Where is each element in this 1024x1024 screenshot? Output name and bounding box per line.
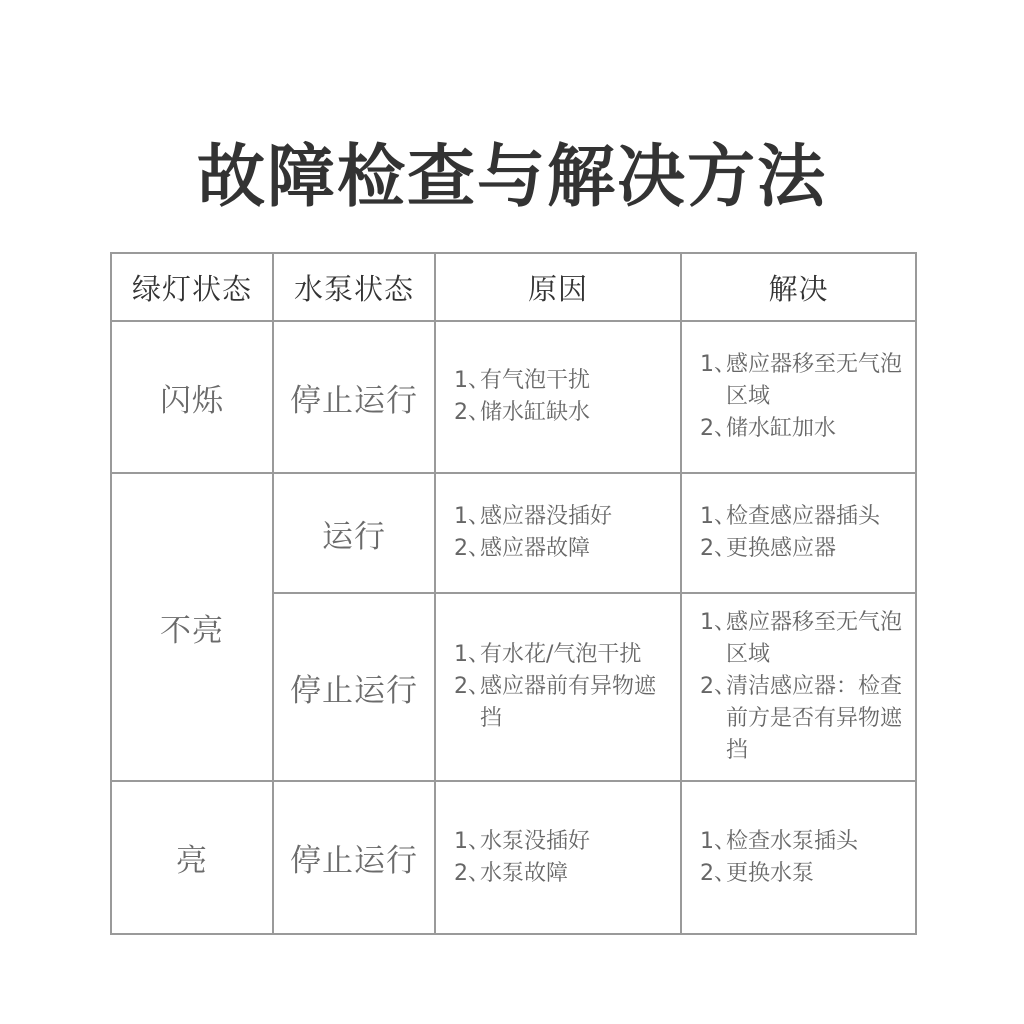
pump-state: 停止运行 <box>273 321 435 473</box>
cause-cell <box>435 781 681 934</box>
pump-state: 停止运行 <box>273 593 435 781</box>
pump-state: 停止运行 <box>273 781 435 934</box>
solution-item: 1、检查水泵插头 <box>700 828 859 854</box>
header-solution: 解决 <box>681 253 916 321</box>
cause-item: 1、有水花/气泡干扰 <box>454 642 642 667</box>
green-light-state: 闪烁 <box>111 321 273 473</box>
solution-cell <box>681 321 916 473</box>
header-pump-state: 水泵状态 <box>273 253 435 321</box>
solution-item: 2、清洁感应器：检查前方是否有异物遮挡 <box>700 674 903 763</box>
solution-item: 1、感应器移至无气泡区域 <box>700 352 903 409</box>
green-light-state: 不亮 <box>111 473 273 781</box>
solution-cell <box>681 473 916 593</box>
solution-item: 1、检查感应器插头 <box>700 504 881 529</box>
solution-item: 2、更换感应器 <box>700 536 837 561</box>
table-header-row <box>111 253 916 321</box>
header-cause: 原因 <box>435 253 681 321</box>
solution-cell <box>681 593 916 781</box>
table-row <box>111 781 916 934</box>
cause-item: 2、水泵故障 <box>454 860 569 886</box>
cause-item: 2、储水缸缺水 <box>454 400 591 425</box>
cause-cell <box>435 473 681 593</box>
header-green-light: 绿灯状态 <box>111 253 273 321</box>
troubleshooting-table <box>110 252 917 935</box>
cause-item: 1、有气泡干扰 <box>454 368 591 393</box>
cause-item: 1、感应器没插好 <box>454 504 613 529</box>
cause-item: 1、水泵没插好 <box>454 828 591 854</box>
cause-cell <box>435 321 681 473</box>
solution-cell <box>681 781 916 934</box>
cause-item: 2、感应器故障 <box>454 536 591 561</box>
solution-item: 1、感应器移至无气泡区域 <box>700 610 903 667</box>
table-row <box>111 473 916 593</box>
green-light-state: 亮 <box>111 781 273 934</box>
solution-item: 2、储水缸加水 <box>700 416 837 441</box>
table-row <box>111 321 916 473</box>
solution-item: 2、更换水泵 <box>700 860 815 886</box>
cause-cell <box>435 593 681 781</box>
page-title: 故障检查与解决方法 <box>196 138 827 217</box>
pump-state: 运行 <box>273 473 435 593</box>
cause-item: 2、感应器前有异物遮挡 <box>454 674 657 731</box>
